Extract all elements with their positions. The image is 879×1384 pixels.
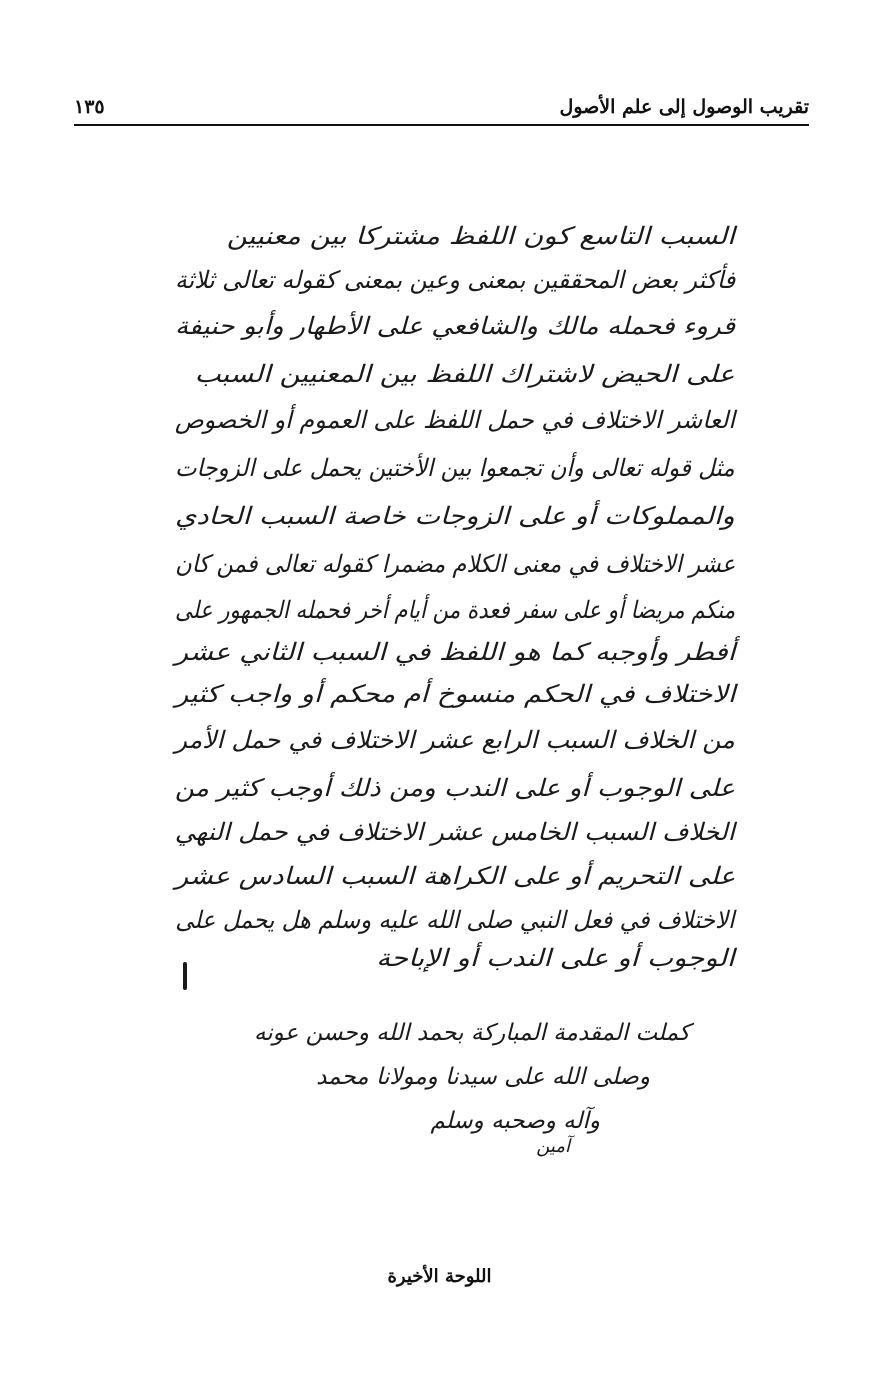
header-rule <box>74 124 809 126</box>
page-number: ١٣٥ <box>74 96 105 118</box>
manuscript-line: قروء فحمله مالك والشافعي على الأطهار وأبو حنيفة <box>174 312 735 340</box>
book-title: تقريب الوصول إلى علم الأصول <box>559 96 809 118</box>
manuscript-line: العاشر الاختلاف في حمل اللفظ على العموم أو الخصوص <box>174 406 735 434</box>
manuscript-image <box>175 222 735 992</box>
manuscript-line: أفطر وأوجبه كما هو اللفظ في السبب الثاني عشر <box>174 638 735 666</box>
manuscript-line: مثل قوله تعالى وأن تجمعوا بين الأختين يحمل على الزوجات <box>175 454 735 482</box>
manuscript-line: منكم مريضا أو على سفر فعدة من أيام أخر فحمله الجمهور على <box>174 596 735 624</box>
colophon-line: آمين <box>536 1136 570 1157</box>
running-header <box>74 88 809 118</box>
manuscript-line: على الوجوب أو على الندب ومن ذلك أوجب كثير من <box>174 774 735 802</box>
manuscript-line: على الحيض لاشتراك اللفظ بين المعنيين السبب <box>195 360 735 388</box>
colophon-line: وآله وصحبه وسلم <box>430 1108 600 1134</box>
manuscript-line: والمملوكات أو على الزوجات خاصة السبب الحادي <box>175 502 735 530</box>
colophon <box>200 1020 720 1170</box>
manuscript-line: على التحريم أو على الكراهة السبب السادس عشر <box>174 862 735 890</box>
manuscript-line: من الخلاف السبب الرابع عشر الاختلاف في حمل الأمر <box>175 726 735 754</box>
manuscript-line: الاختلاف في فعل النبي صلى الله عليه وسلم هل يحمل على <box>175 906 735 934</box>
manuscript-line: عشر الاختلاف في معنى الكلام مضمرا كقوله تعالى فمن كان <box>174 550 735 578</box>
plate-caption: اللوحة الأخيرة <box>387 1266 492 1287</box>
ink-stroke <box>183 962 187 990</box>
manuscript-line: الوجوب أو على الندب أو الإباحة <box>376 944 735 972</box>
colophon-line: كملت المقدمة المباركة بحمد الله وحسن عونه <box>253 1020 690 1046</box>
manuscript-line: فأكثر بعض المحققين بمعنى وعين بمعنى كقوله تعالى ثلاثة <box>174 266 735 294</box>
colophon-line: وصلى الله على سيدنا ومولانا محمد <box>316 1064 650 1090</box>
manuscript-line: الاختلاف في الحكم منسوخ أم محكم أو واجب كثير <box>174 680 735 708</box>
manuscript-line: الخلاف السبب الخامس عشر الاختلاف في حمل النهي <box>175 818 735 846</box>
manuscript-line: السبب التاسع كون اللفظ مشتركا بين معنيين <box>226 222 735 250</box>
